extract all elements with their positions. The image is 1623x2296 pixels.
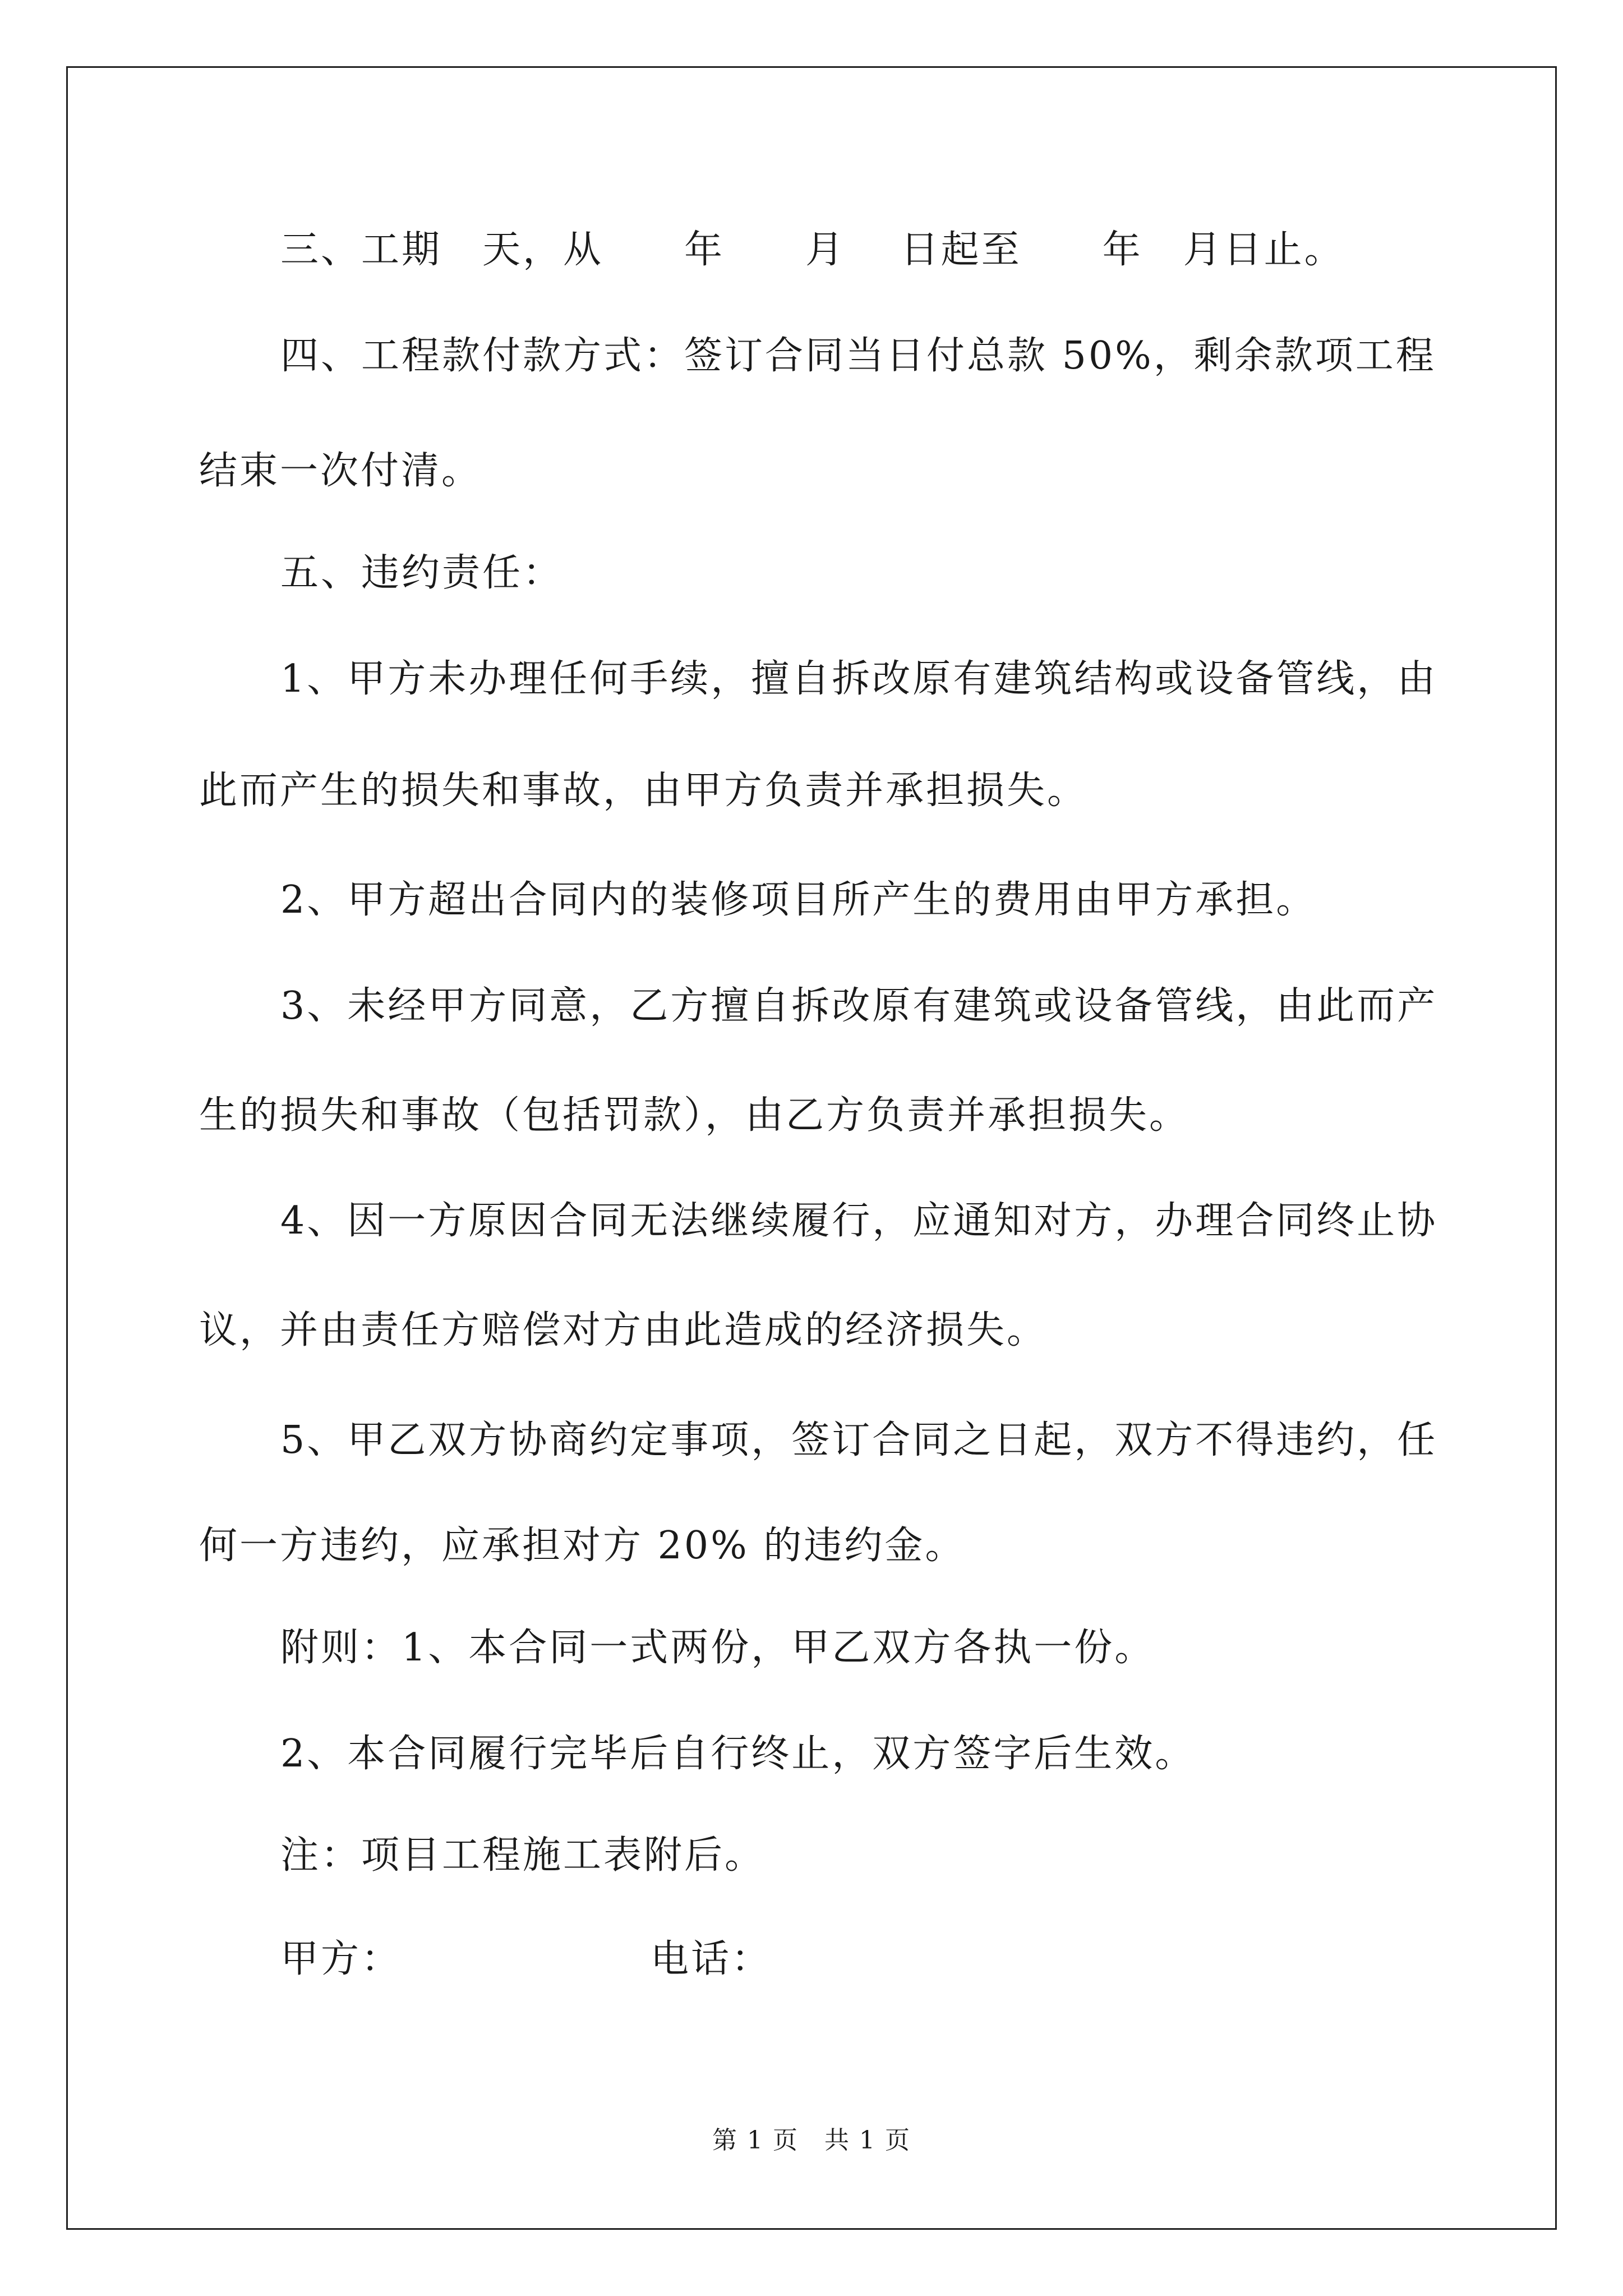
note-line: 注：项目工程施工表附后。 [280,1833,766,1878]
breach-item-4-line2: 议，并由责任方赔偿对方由此造成的经济损失。 [199,1308,1048,1352]
appendix-item-1: 附则：1、本合同一式两份，甲乙双方各执一份。 [280,1626,1155,1670]
clause-breach-liability-title: 五、违约责任： [280,551,564,595]
breach-item-5-line1: 5、甲乙双方协商约定事项，签订合同之日起，双方不得违约，任 [280,1418,1438,1462]
appendix-item-2: 2、本合同履行完毕后自行终止，双方签字后生效。 [280,1732,1196,1776]
breach-item-1-line1: 1、甲方未办理任何手续，擅自拆改原有建筑结构或设备管线，由 [280,657,1438,701]
clause-payment-method-line1: 四、工程款付款方式：签订合同当日付总款 50%，剩余款项工程 [280,334,1436,378]
breach-item-3-line1: 3、未经甲方同意，乙方擅自拆改原有建筑或设备管线，由此而产 [280,984,1438,1028]
breach-item-3-line2: 生的损失和事故（包括罚款），由乙方负责并承担损失。 [199,1093,1190,1138]
breach-item-2: 2、甲方超出合同内的装修项目所产生的费用由甲方承担。 [280,878,1317,922]
party-a-label: 甲方： [280,1937,402,1981]
phone-label: 电话： [651,1937,772,1981]
page-footer: 第 1 页 共 1 页 [712,2126,911,2155]
breach-item-1-line2: 此而产生的损失和事故，由甲方负责并承担损失。 [199,769,1088,813]
breach-item-4-line1: 4、因一方原因合同无法继续履行，应通知对方，办理合同终止协 [280,1199,1438,1243]
clause-construction-period: 三、工期 天，从 年 月 日起至 年 月日止。 [280,228,1345,272]
page-border [66,66,1557,2230]
clause-payment-method-line2: 结束一次付清。 [199,449,482,493]
breach-item-5-line2: 何一方违约，应承担对方 20% 的违约金。 [199,1524,966,1568]
